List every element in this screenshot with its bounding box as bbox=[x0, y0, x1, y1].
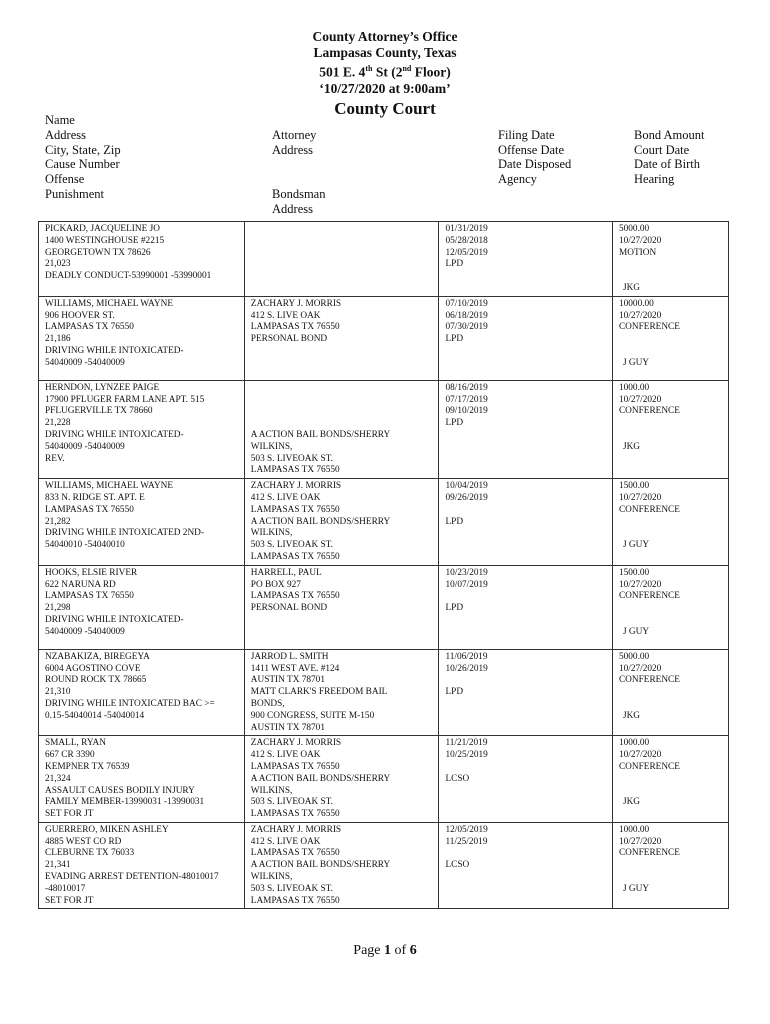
legend-dates bbox=[498, 128, 571, 187]
bond-cell bbox=[612, 479, 728, 566]
judge-initials: JKG bbox=[622, 282, 641, 293]
page-number: 1 bbox=[384, 943, 392, 958]
legend-label: Name bbox=[45, 113, 75, 127]
defendant-cell: PICKARD, JACQUELINE JO 1400 WESTINGHOUSE #2215 GEORGETOWN TX 78626 21,023 DEADLY CONDUCT-53990001 -53990001 bbox=[39, 222, 245, 297]
dates-cell: 07/10/2019 06/18/2019 07/30/2019 LPD bbox=[439, 296, 613, 380]
dates-cell: 12/05/2019 11/25/2019 LCSO bbox=[439, 822, 613, 909]
attorney-cell: HARRELL, PAUL PO BOX 927 LAMPASAS TX 76550 PERSONAL BOND bbox=[244, 565, 439, 649]
docket-row bbox=[39, 479, 729, 566]
docket-row bbox=[39, 736, 729, 823]
office-address: 501 E. 4th St (2nd Floor) bbox=[319, 64, 451, 80]
legend-label: Offense bbox=[45, 172, 85, 187]
hearing-info: 1500.00 10/27/2020 CONFERENCE bbox=[618, 567, 680, 602]
hearing-info: 5000.00 10/27/2020 CONFERENCE bbox=[618, 651, 680, 686]
hearing-info: 10000.00 10/27/2020 CONFERENCE bbox=[618, 298, 680, 333]
legend-label: Attorney bbox=[272, 127, 317, 142]
docket-row bbox=[39, 565, 729, 649]
legend-label: Offense Date bbox=[498, 142, 565, 157]
dates-cell: 11/06/2019 10/26/2019 LPD bbox=[439, 649, 613, 736]
attorney-cell: ZACHARY J. MORRIS 412 S. LIVE OAK LAMPASAS TX 76550 A ACTION BAIL BONDS/SHERRY WILKINS, 503 S. LIVEOAK ST. LAMPASAS TX 76550 bbox=[244, 479, 439, 566]
bond-cell bbox=[612, 736, 728, 823]
defendant-cell: WILLIAMS, MICHAEL WAYNE 833 N. RIDGE ST. APT. E LAMPASAS TX 76550 21,282 DRIVING WHILE INTOXICATED 2ND- 54040010 -54040010 bbox=[39, 479, 245, 566]
legend-label: Agency bbox=[498, 172, 537, 187]
defendant-cell: WILLIAMS, MICHAEL WAYNE 906 HOOVER ST. LAMPASAS TX 76550 21,186 DRIVING WHILE INTOXICATED- 54040009 -54040009 bbox=[39, 296, 245, 380]
defendant-cell: HOOKS, ELSIE RIVER 622 NARUNA RD LAMPASAS TX 76550 21,298 DRIVING WHILE INTOXICATED- 54040009 -54040009 bbox=[39, 565, 245, 649]
bond-cell bbox=[612, 822, 728, 909]
defendant-cell: SMALL, RYAN 667 CR 3390 KEMPNER TX 76539 21,324 ASSAULT CAUSES BODILY INJURY FAMILY MEMBER-13990031 -13990031 SET FOR JT bbox=[39, 736, 245, 823]
legend-label: Address bbox=[272, 142, 313, 157]
dates-cell: 01/31/2019 05/28/2018 12/05/2019 LPD bbox=[439, 222, 613, 297]
hearing-info: 1000.00 10/27/2020 CONFERENCE bbox=[618, 382, 680, 417]
bond-cell bbox=[612, 222, 728, 297]
legend-label: City, State, Zip bbox=[45, 142, 121, 157]
legend-label: Date Disposed bbox=[498, 157, 572, 172]
judge-initials: J GUY bbox=[622, 357, 650, 368]
hearing-info: 1000.00 10/27/2020 CONFERENCE bbox=[618, 738, 680, 772]
judge-initials: JKG bbox=[622, 441, 641, 452]
attorney-cell bbox=[244, 222, 439, 297]
legend-label: Filing Date bbox=[498, 127, 555, 142]
docket-row bbox=[39, 222, 729, 297]
column-legend bbox=[45, 113, 745, 216]
attorney-cell: A ACTION BAIL BONDS/SHERRY WILKINS, 503 S. LIVEOAK ST. LAMPASAS TX 76550 bbox=[244, 380, 439, 478]
legend-label: Bondsman bbox=[272, 186, 326, 201]
attorney-cell: ZACHARY J. MORRIS 412 S. LIVE OAK LAMPASAS TX 76550 A ACTION BAIL BONDS/SHERRY WILKINS, 503 S. LIVEOAK ST. LAMPASAS TX 76550 bbox=[244, 736, 439, 823]
docket-datetime: ‘10/27/2020 at 9:00am’ bbox=[319, 80, 451, 96]
court-title: County Court bbox=[334, 98, 436, 118]
bond-cell bbox=[612, 565, 728, 649]
legend-bond bbox=[634, 128, 705, 187]
judge-initials: JKG bbox=[622, 710, 641, 721]
docket-table bbox=[38, 221, 729, 909]
dates-cell: 08/16/2019 07/17/2019 09/10/2019 LPD bbox=[439, 380, 613, 478]
legend-label: Hearing bbox=[634, 172, 675, 187]
dates-cell: 11/21/2019 10/25/2019 LCSO bbox=[439, 736, 613, 823]
legend-label: Punishment bbox=[45, 186, 105, 201]
defendant-cell: GUERRERO, MIKEN ASHLEY 4885 WEST CO RD CLEBURNE TX 76033 21,341 EVADING ARREST DETENTION-48010017 -48010017 SET FOR JT bbox=[39, 822, 245, 909]
legend-defendant bbox=[45, 113, 121, 202]
legend-label: Address bbox=[272, 201, 313, 216]
legend-label: Date of Birth bbox=[634, 157, 700, 172]
attorney-cell: ZACHARY J. MORRIS 412 S. LIVE OAK LAMPASAS TX 76550 PERSONAL BOND bbox=[244, 296, 439, 380]
dates-cell: 10/04/2019 09/26/2019 LPD bbox=[439, 479, 613, 566]
legend-attorney bbox=[272, 128, 325, 217]
hearing-info: 5000.00 10/27/2020 MOTION bbox=[618, 224, 662, 258]
docket-row bbox=[39, 380, 729, 478]
defendant-cell: HERNDON, LYNZEE PAIGE 17900 PFLUGER FARM LANE APT. 515 PFLUGERVILLE TX 78660 21,228 DRIVING WHILE INTOXICATED- 54040009 -54040009 REV. bbox=[39, 380, 245, 478]
office-name: County Attorney’s Office bbox=[312, 29, 458, 44]
page-footer: Page 1 of 6 bbox=[353, 943, 417, 958]
bond-cell bbox=[612, 649, 728, 736]
docket-row bbox=[39, 822, 729, 909]
docket-row bbox=[39, 649, 729, 736]
judge-initials: JKG bbox=[622, 797, 641, 808]
dates-cell: 10/23/2019 10/07/2019 LPD bbox=[439, 565, 613, 649]
docket-row bbox=[39, 296, 729, 380]
judge-initials: J GUY bbox=[622, 883, 650, 894]
page-total: 6 bbox=[409, 943, 417, 958]
legend-label: Cause Number bbox=[45, 157, 120, 172]
legend-label: Court Date bbox=[634, 142, 690, 157]
bond-cell bbox=[612, 296, 728, 380]
legend-label: Bond Amount bbox=[634, 127, 705, 142]
document-header bbox=[0, 29, 770, 120]
hearing-info: 1000.00 10/27/2020 CONFERENCE bbox=[618, 824, 680, 859]
hearing-info: 1500.00 10/27/2020 CONFERENCE bbox=[618, 481, 680, 515]
defendant-cell: NZABAKIZA, BIREGEYA 6004 AGOSTINO COVE ROUND ROCK TX 78665 21,310 DRIVING WHILE INTOXICATED BAC >= 0.15-54040014 -54040014 bbox=[39, 649, 245, 736]
judge-initials: J GUY bbox=[622, 540, 650, 551]
legend-label: Address bbox=[45, 127, 86, 142]
bond-cell bbox=[612, 380, 728, 478]
attorney-cell: ZACHARY J. MORRIS 412 S. LIVE OAK LAMPASAS TX 76550 A ACTION BAIL BONDS/SHERRY WILKINS, 503 S. LIVEOAK ST. LAMPASAS TX 76550 bbox=[244, 822, 439, 909]
county-name: Lampasas County, Texas bbox=[313, 45, 457, 60]
attorney-cell: JARROD L. SMITH 1411 WEST AVE. #124 AUSTIN TX 78701 MATT CLARK'S FREEDOM BAIL BONDS, 900 CONGRESS, SUITE M-150 AUSTIN TX 78701 bbox=[244, 649, 439, 736]
judge-initials: J GUY bbox=[622, 626, 650, 637]
